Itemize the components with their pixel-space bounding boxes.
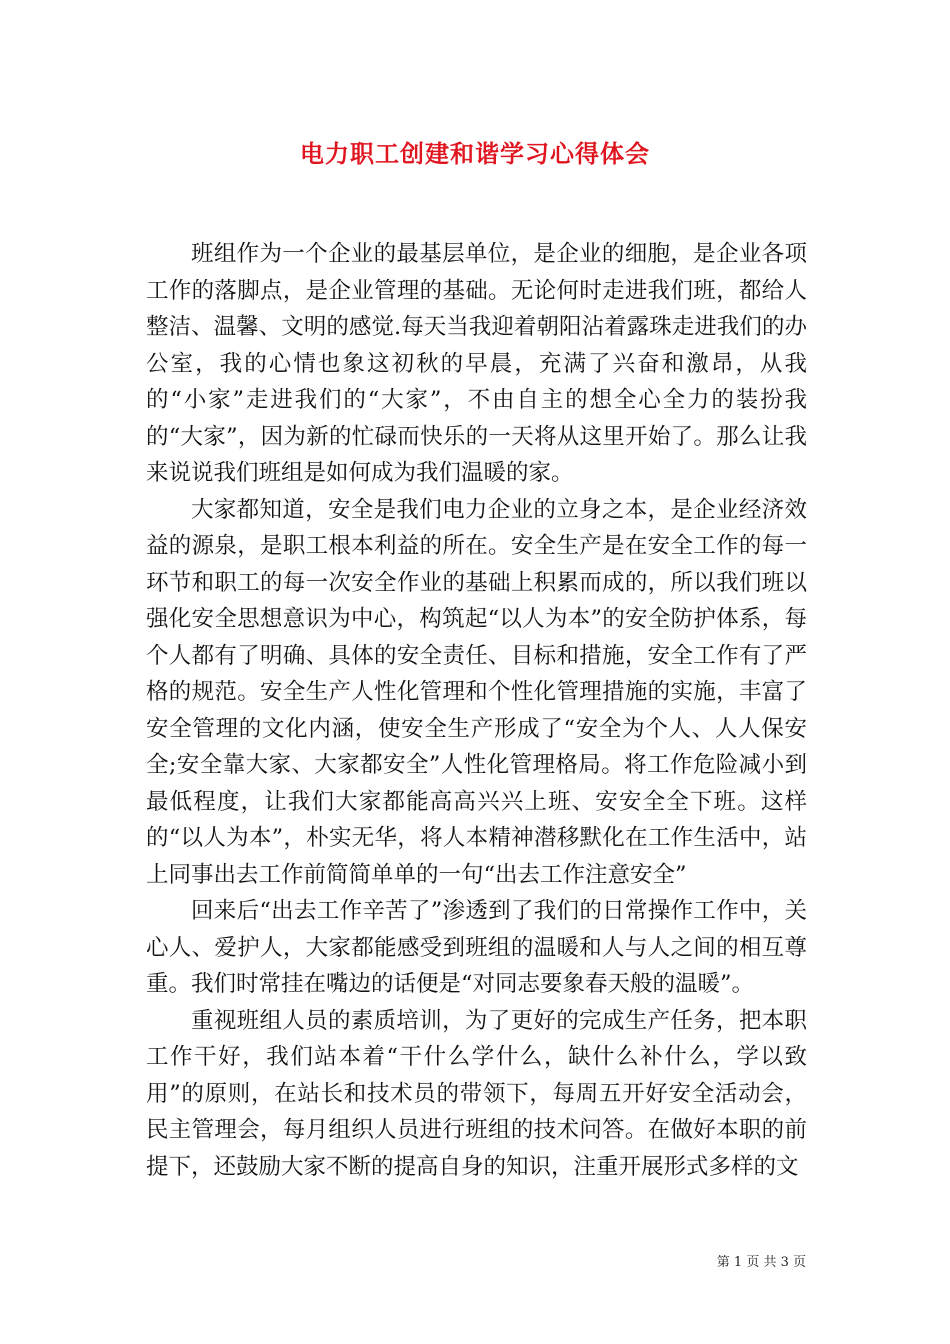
page-number: 第 1 页 共 3 页 xyxy=(716,1255,806,1270)
paragraph-3: 回来后“出去工作辛苦了”渗透到了我们的日常操作工作中，关心人、爱护人，大家都能感受到班组的温暖和人与人之间的相互尊重。我们时常挂在嘴边的话便是“对同志要象春天般的温暖”。 xyxy=(146,898,807,997)
document-body xyxy=(146,236,807,1185)
paragraph-2: 大家都知道，安全是我们电力企业的立身之本，是企业经济效益的源泉，是职工根本利益的所在。安全生产是在安全工作的每一环节和职工的每一次安全作业的基础上积累而成的，所以我们班以强化安全思想意识为中心，构筑起“以人为本”的安全防护体系，每个人都有了明确、具体的安全责任、目标和措施，安全工作有了严格的规范。安全生产人性化管理和个性化管理措施的实施，丰富了安全管理的文化内涵，使安全生产形成了“安全为个人、人人保安全;安全靠大家、大家都安全”人性化管理格局。将工作危险减小到最低程度，让我们大家都能高高兴兴上班、安安全全下班。这样的“以人为本”，朴实无华，将人本精神潜移默化在工作生活中，站上同事出去工作前简简单单的一句“出去工作注意安全” xyxy=(146,496,807,888)
paragraph-1: 班组作为一个企业的最基层单位，是企业的细胞，是企业各项工作的落脚点，是企业管理的基础。无论何时走进我们班，都给人整洁、温馨、文明的感觉.每天当我迎着朝阳沾着露珠走进我们的办公室，我的心情也象这初秋的早晨，充满了兴奋和激昂，从我的“小家”走进我们的“大家”，不由自主的想全心全力的装扮我的“大家”，因为新的忙碌而快乐的一天将从这里开始了。那么让我来说说我们班组是如何成为我们温暖的家。 xyxy=(146,241,807,486)
document-title: 电力职工创建和谐学习心得体会 xyxy=(300,139,650,168)
paragraph-4: 重视班组人员的素质培训，为了更好的完成生产任务，把本职工作干好，我们站本着“干什么学什么，缺什么补什么，学以致用”的原则，在站长和技术员的带领下，每周五开好安全活动会，民主管理会，每月组织人员进行班组的技术问答。在做好本职的前提下，还鼓励大家不断的提高自身的知识，注重开展形式多样的文 xyxy=(146,1007,807,1180)
